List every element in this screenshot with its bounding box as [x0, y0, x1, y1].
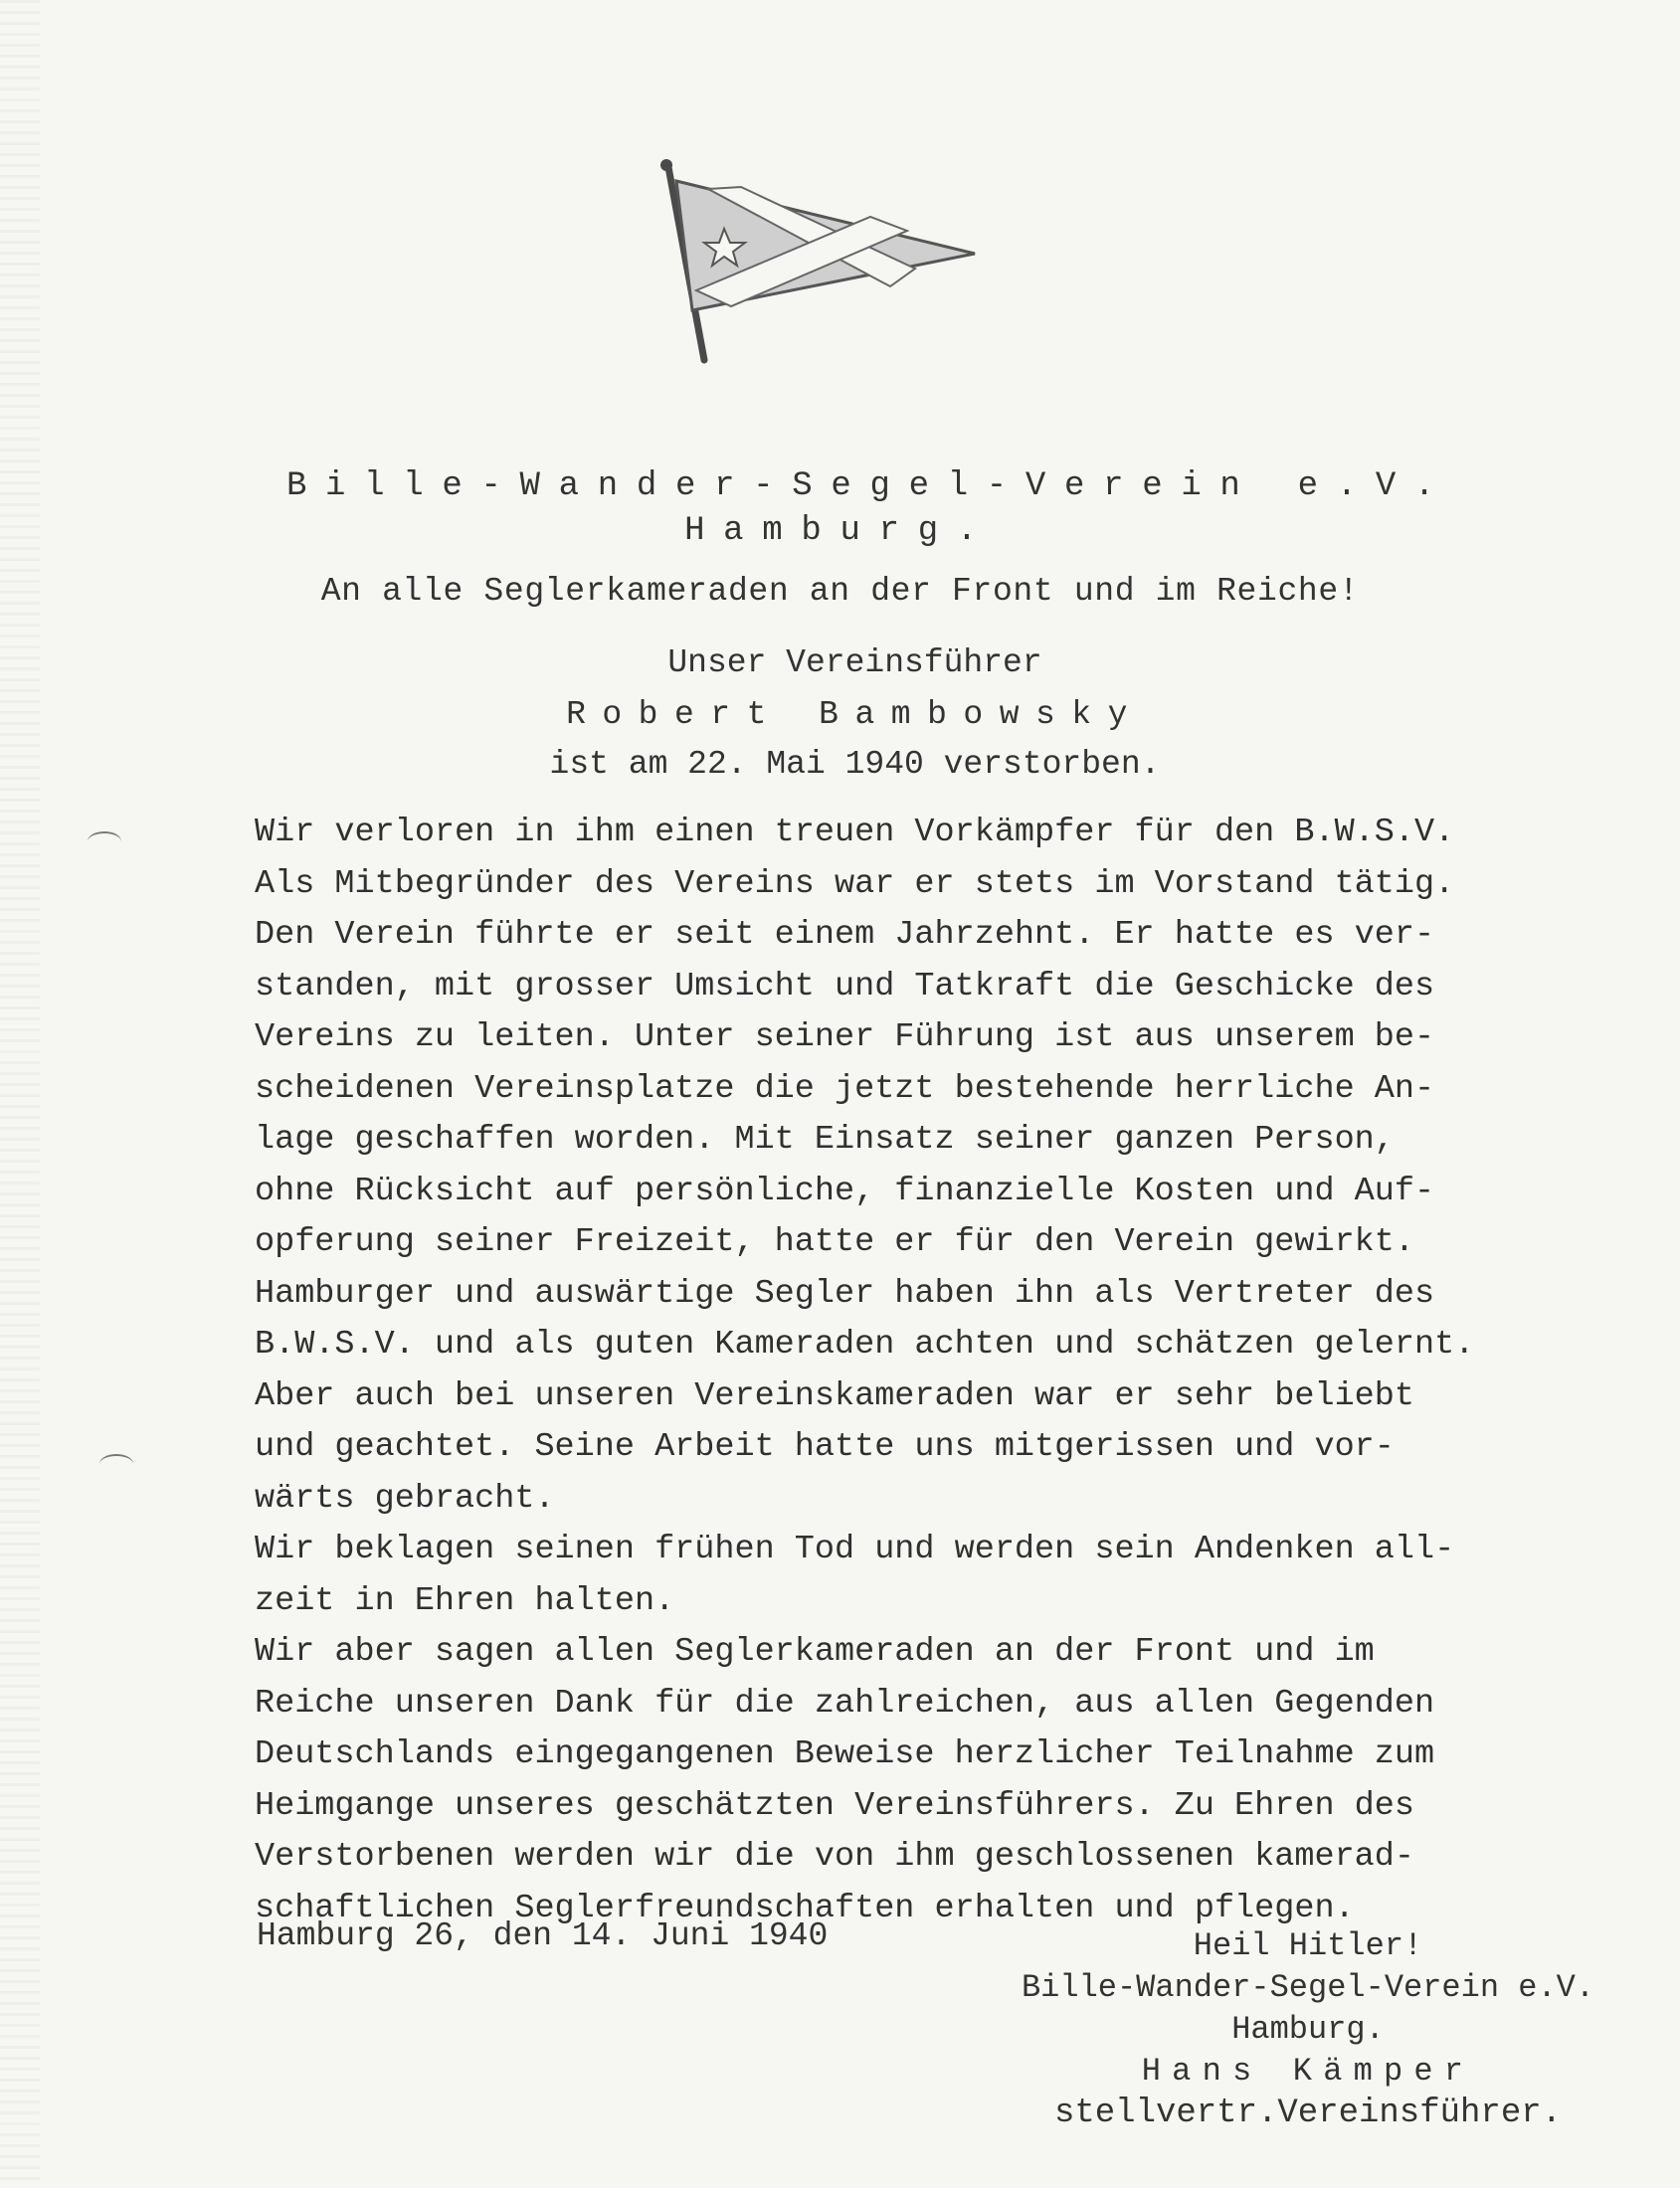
- club-name-heading: Bille-Wander-Segel-Verein e.V.: [285, 467, 1454, 505]
- body-line: standen, mit grosser Umsicht und Tatkraft die Geschicke des: [255, 967, 1435, 1005]
- body-line: wärts gebracht.: [255, 1479, 555, 1518]
- death-notice: ist am 22. Mai 1940 verstorben.: [549, 746, 1161, 783]
- body-line: Wir verloren in ihm einen treuen Vorkämpfer für den B.W.S.V.: [255, 814, 1455, 851]
- deceased-name: Robert Bambowsky: [566, 696, 1144, 733]
- address-line: An alle Seglerkameraden an der Front und im Reiche!: [320, 573, 1360, 610]
- signature-city: Hamburg.: [1231, 2011, 1385, 2048]
- signature-block: [985, 1925, 1631, 2134]
- body-line: Aber auch bei unseren Vereinskameraden war er sehr beliebt: [255, 1376, 1414, 1415]
- body-line: und geachtet. Seine Arbeit hatte uns mitgerissen und vor-: [255, 1428, 1395, 1466]
- body-line: Deutschlands eingegangenen Beweise herzlicher Teilnahme zum: [255, 1735, 1435, 1773]
- body-line: B.W.S.V. und als guten Kameraden achten und schätzen gelernt.: [255, 1326, 1475, 1364]
- body-line: Vereins zu leiten. Unter seiner Führung ist aus unserem be-: [255, 1018, 1435, 1056]
- club-city-heading: Hamburg.: [684, 512, 996, 550]
- body-line: scheidenen Vereinsplatze die jetzt bestehende herrliche An-: [255, 1069, 1435, 1108]
- body-line: opferung seiner Freizeit, hatte er für den Verein gewirkt.: [255, 1223, 1414, 1261]
- signatory-name: Hans Kämper: [1141, 2053, 1475, 2090]
- body-line: lage geschaffen worden. Mit Einsatz seiner ganzen Person,: [255, 1121, 1395, 1159]
- letter-body: [255, 808, 1538, 1934]
- club-pennant-icon: [647, 159, 985, 368]
- body-line: schaftlichen Seglerfreundschaften erhalten und pflegen.: [255, 1889, 1355, 1927]
- body-line: Reiche unseren Dank für die zahlreichen, aus allen Gegenden: [255, 1684, 1435, 1723]
- signature-greeting: Heil Hitler!: [1193, 1927, 1423, 1964]
- body-line: Wir beklagen seinen frühen Tod und werden sein Andenken all-: [255, 1531, 1455, 1568]
- body-line: Hamburger und auswärtige Segler haben ihn als Vertreter des: [255, 1274, 1435, 1313]
- punch-hole-mark: [88, 831, 121, 851]
- announcement-intro: Unser Vereinsführer: [667, 644, 1042, 681]
- body-line: zeit in Ehren halten.: [255, 1581, 675, 1620]
- body-line: Als Mitbegründer des Vereins war er stets im Vorstand tätig.: [255, 864, 1455, 903]
- signatory-title: stellvertr.Vereinsführer.: [1053, 2095, 1563, 2132]
- body-line: Verstorbenen werden wir die von ihm geschlossenen kamerad-: [255, 1838, 1414, 1876]
- signature-club: Bille-Wander-Segel-Verein e.V.: [1021, 1969, 1595, 2006]
- punch-hole-mark: [99, 1454, 133, 1474]
- body-line: Heimgange unseres geschätzten Vereinsführers. Zu Ehren des: [255, 1786, 1414, 1825]
- body-line: Den Verein führte er seit einem Jahrzehnt. Er hatte es ver-: [255, 916, 1435, 954]
- body-line: ohne Rücksicht auf persönliche, finanzielle Kosten und Auf-: [255, 1172, 1435, 1210]
- scan-edge-noise: [0, 0, 40, 2188]
- body-line: Wir aber sagen allen Seglerkameraden an der Front und im: [255, 1633, 1375, 1671]
- dateline: Hamburg 26, den 14. Juni 1940: [257, 1917, 829, 1954]
